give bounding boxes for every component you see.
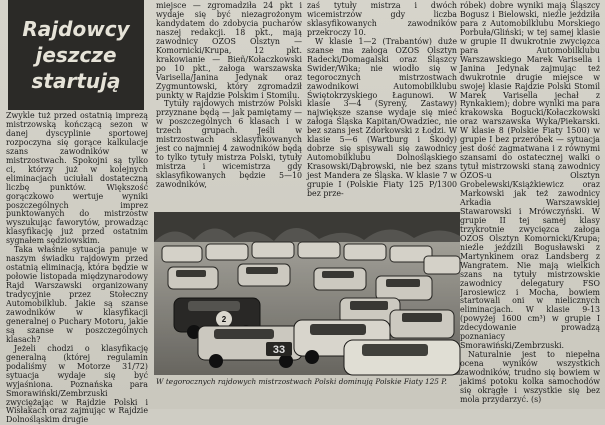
paragraph: Zwykle tuż przed ostatnią imprezą mistrzowską kończącą sezon w danej dyscyplinie sportowej rozpoczyna się gorące kalkulacje szans zawodników w mistrzostwach. Spokojni są tylko ci, którzy już w kolejnych eliminacjach uciułali dostateczną liczbę punktów. Większość gorączkowo wertuje wyniki poszczególnych imprez punktowanych do mistrzostw wyszukując faworytów, prowadząc klasyfikację już przed ostatnim sygnałem sędziowskim.: [6, 111, 148, 246]
paragraph: miejsce — zgromadziła 24 pkt i wydaje się być niezagrożonym kandydatem do zdobycia pucharów naszej redakcji. 18 pkt., mają zawodnicy OZOS Olsztyn — Komornicki/Krupa, 12 pkt. krakowianie — Bieñ/Kołaczkowski po 10 pkt., załoga warszawska Varisella/Janina Jedynak oraz Zygmuntowski, który zgromadził punkty w Rajdzie Polskim i Stomilu.: [156, 1, 302, 100]
paragraph: Jeżeli chodzi o klasyfikację generalną (której regulamin podaliśmy w Motorze 31/72) sytuacja wydaje się być wyjaśniona. Poznańska para Smorawiński/Zembrzuski zwyciężając w Rajdzie Polski i Wisłakach oraz zajmując w Rajdzie Dolnośląskim drugie: [6, 343, 148, 425]
paragraph: W klasie 1—2 (Trabantów) duże szanse ma załoga OZOS Olsztyn Radecki/Domagalski oraz Śląszcy Świder/Wika; nie wiodło się w tegorocznych mistrzostwach zawodnikowi Automobilklubu Świętokrzyskiego Łagunowi. W klasie 3—4 (Syreny, Zastawy) największe szanse wydaje się mieć załoga Śląska Kapitan/Owadziec, nie bez szans jest Zdorkowski z Łodzi. W klasie 5—6 (Wartburg i Škody) dobrze się spisywali się zawodnicy Automobilklubu Dolnośląskiego Krasowski/Dąbrowski, nie bez szans jest Mandera ze Śląska. W klasie 7 w grupie I (Polskie Fiaty 125 P/1300 bez prze-: [307, 36, 457, 199]
photo-caption: W tegorocznych rajdowych mistrzostwach Polski dominują Polskie Fiaty 125 P.: [156, 377, 447, 386]
article-column-3: [307, 2, 457, 199]
paragraph: zaś tytuły mistrza i dwóch wicemistrzów gdy liczba sklasyfikowanych zawodników przekroczy 10.: [307, 1, 457, 37]
plate-number: 2: [221, 315, 227, 324]
paragraph: Tytuły rajdowych mistrzów Polski przyznane będą — jak pamiętamy — w poszczególnych 6 klasach i w trzech grupach. Jeśli w mistrzostwach sklasyfikowanych jest co najmniej 4 zawodników będą to tylko tytuły mistrza Polski, tytuły mistrza i wicemistrza gdy sklasyfikowanych będzie 5—10 zawodników,: [156, 99, 302, 190]
article-column-2: [156, 2, 302, 190]
paragraph: Naturalnie jest to niepełna ocena wyników wszystkich zawodników, trudno się bowiem w jakimś potoku kolka samochodów się okrągłe i wszystkie się bez mola przydarzyć. (s): [460, 350, 600, 404]
paragraph: Taka właśnie sytuacja panuje w naszym świadku rajdowym przed ostatnią eliminacją, która będzie w połowie listopada międzynarodowy Rajd Warszawski organizowany tradycyjnie przez Stołeczny Automobilklub. Jakie są szanse zawodników w klasyfikacji generalnej o Puchary Motoru, jakie są szanse w poszczególnych klasach?: [6, 245, 148, 344]
paragraph: róbek) dobre wyniki mają Śląszcy Bogusz i Bielowski, nieźle jeździła para z Automobilklubu Morskiego Porbuła/Gliński; w tej samej klasie w grupie II dwukrotnie zwycięzca para Automobilklubu Warszawskiego Marek Varisella i Janina Jedynak zajmując też dwukrotnie drugie miejsce w swojej klasie Rajdzie Polski Stomil Marek Varisella jechał z Rynkakiem); dobre wyniki ma para krakowska Bogucki/Kołaczkowski oraz warszawska Wyka/Piekarski. W klasie 8 (Polskie Fiaty 1500) w grupie I bez przeróbek — sytuacja jest dość zagmatwana i z równymi szansami do ostatecznej walki o tytuł mistrzowski staną zawodnicy OZOS-u Olsztyn Grobelewski/Książkiewicz oraz Markowski jak też zawodnicy Arkadia Warszawskiej Stawarowski i Mrówczyński. W grupie II tej samej klasy trzykrotnie zwycięzca załoga OZOS Olsztyn Komornicki/Krupa; nieźle jeździli Bogusławski z Martynkinem oraz Landsberg z Wangratem. Nie mają wielkich szans na tytuły mistrzowskie zawodnicy delegatury FSO Jarosiewicz i Mocha, bowiem startowali oni w nielicznych eliminacjach. W klasie 9-13 (powyżej 1600 cm³) w grupie I zdecydowanie prowadzą poznaniacy Smorawiński/Zembrzuski.: [460, 1, 600, 351]
rally-cars-photo: [154, 212, 460, 375]
article-column-4: [460, 2, 600, 405]
headline: Rajdowcy jeszcze startują: [22, 17, 130, 93]
plate-number: 33: [272, 344, 286, 356]
article-column-1: [6, 112, 148, 425]
headline-box: [8, 0, 144, 110]
